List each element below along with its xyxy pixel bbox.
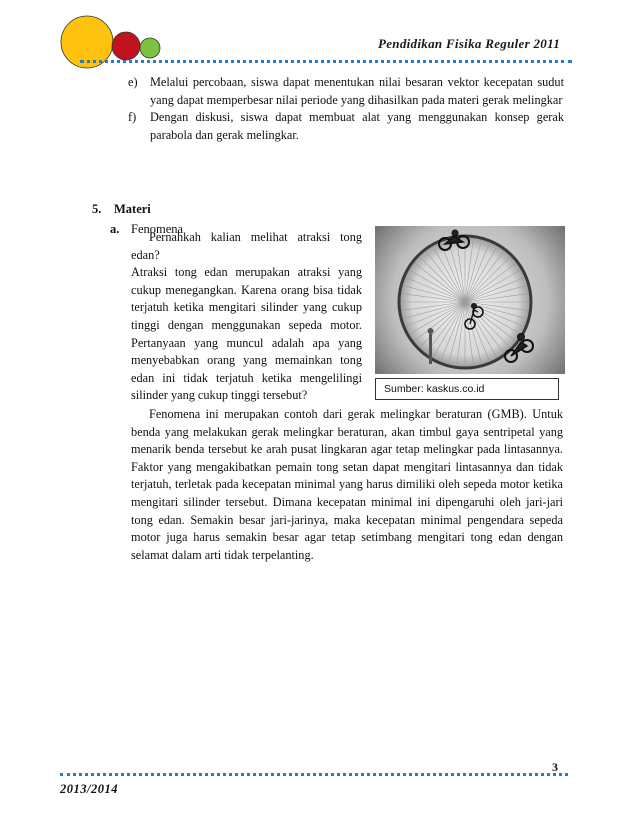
section-number: 5. (92, 202, 102, 216)
section-title: Materi (114, 202, 151, 216)
paragraph-explanation: Fenomena ini merupakan contoh dari gerak melingkar beraturan (GMB). Untuk benda yang melakukan gerak melingkar beraturan, akan timbul gaya sentripetal yang menarik benda tersebut ke arah pusat lingkaran agar tetap melingkar pada lintasannya. Faktor yang mengakibatkan pemain tong setan dapat mengitari lintasannya dan tidak terjatuh, terletak pada kecepatan minimal yang harus dimiliki oleh sepeda motor ketika mengitari silinder tersebut. Dimana kecepatan minimal ini dipengaruhi oleh jari-jari tong edan. Semakin besar jari-jarinya, maka kecepatan minimal pengendara sepeda motor juga harus semakin besar agar tetap setimbang mengitari tong edan dengan selamat dalam arti tidak terpelanting. (131, 407, 563, 562)
footer-year: 2013/2014 (60, 782, 118, 796)
logo-circle-red (112, 32, 140, 60)
tong-edan-illustration (375, 226, 565, 374)
list-marker: f) (128, 110, 137, 125)
header-title: Pendidikan Fisika Reguler 2011 (378, 36, 560, 51)
paragraph-question: Pernahkah kalian melihat atraksi tong edan? (131, 230, 362, 262)
list-marker: e) (128, 75, 138, 89)
header-divider (80, 60, 572, 63)
figure-caption: Sumber: kaskus.co.id (375, 378, 559, 400)
list-item (128, 74, 564, 109)
section-heading (92, 202, 151, 217)
page-number: 3 (552, 760, 558, 774)
intro-text-column (131, 229, 362, 405)
paragraph-description: Atraksi tong edan merupakan atraksi yang cukup menegangkan. Karena orang bisa tidak terjatuh ketika mengitari silinder yang cukup tinggi dengan menggunakan sepeda motor. Pertanyaan yang muncul adalah apa yang menyebabkan orang yang memainkan tong edan ini tidak terjatuh ketika mengelilingi silinder yang cukup tinggi tersebut? (131, 265, 362, 403)
list-item (128, 109, 564, 144)
list-item-text: Dengan diskusi, siswa dapat membuat alat yang menggunakan konsep gerak parabola dan gerak melingkar. (150, 110, 564, 142)
list-item-text: Melalui percobaan, siswa dapat menentukan nilai besaran vektor kecepatan sudut yang dapat memperbesar nilai periode yang dihasilkan pada materi gerak melingkar (150, 75, 564, 107)
subsection-title: Fenomena (131, 222, 184, 236)
footer-divider (60, 773, 568, 776)
tong-edan-photo (375, 226, 565, 374)
objectives-list (128, 74, 564, 144)
subsection-marker: a. (110, 222, 120, 236)
logo-circle-green (140, 38, 160, 58)
